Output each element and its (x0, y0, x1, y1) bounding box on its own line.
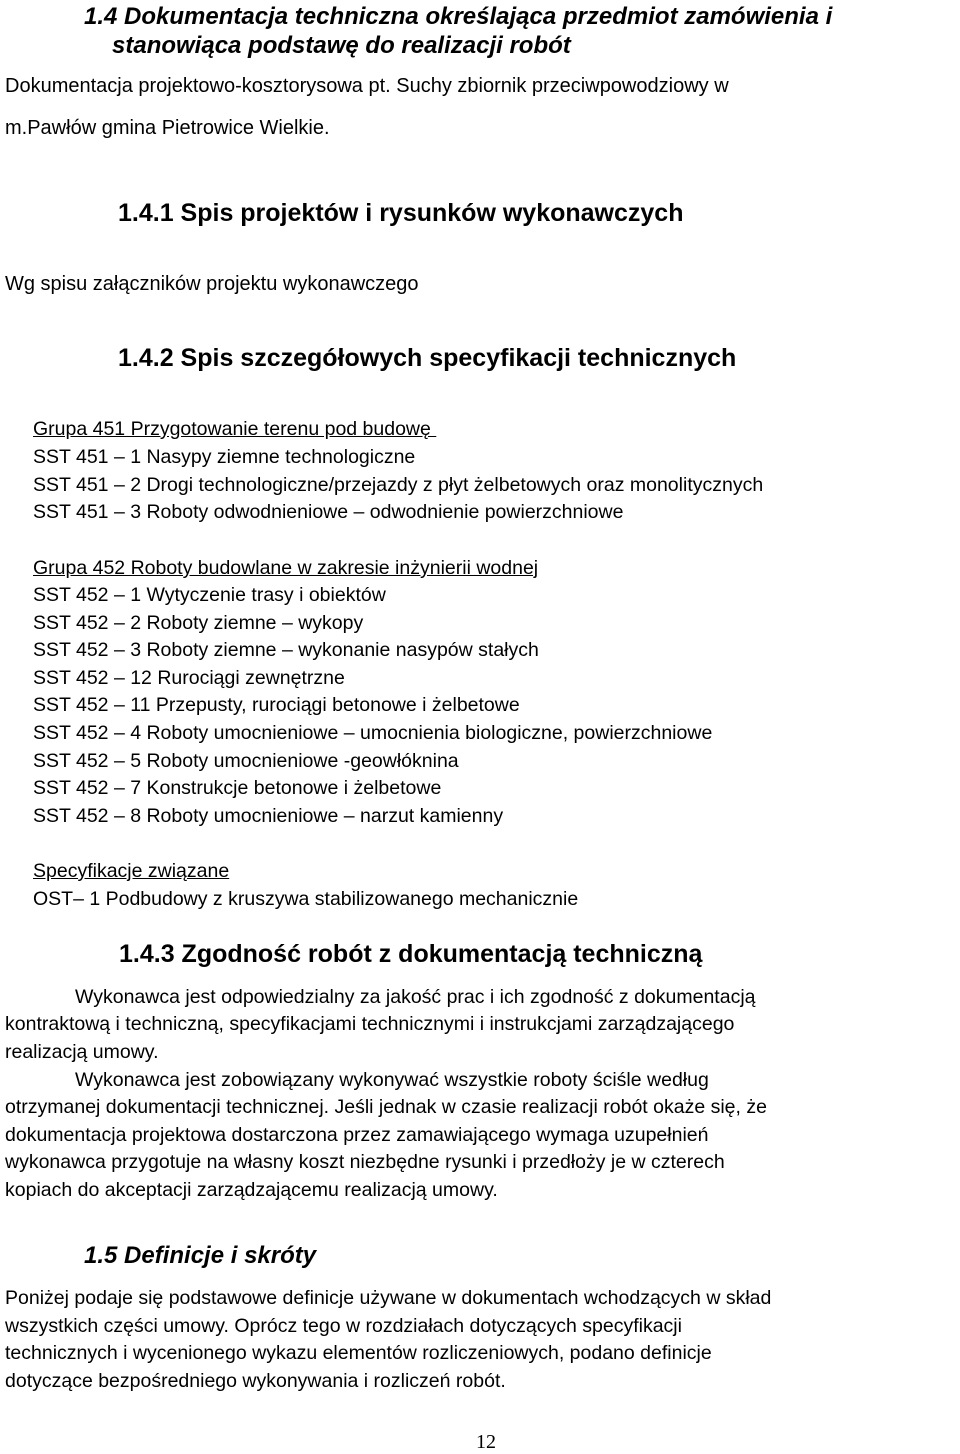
page-number: 12 (476, 1431, 496, 1453)
list-item: SST 451 – 3 Roboty odwodnieniowe – odwodnienie powierzchniowe (33, 501, 624, 523)
paragraph-line: Wykonawca jest zobowiązany wykonywać wszystkie roboty ściśle według (75, 1069, 709, 1091)
list-item: SST 452 – 11 Przepusty, rurociągi betonowe i żelbetowe (33, 694, 520, 716)
group-452-heading: Grupa 452 Roboty budowlane w zakresie inżynierii wodnej (33, 557, 539, 579)
list-item: SST 452 – 4 Roboty umocnieniowe – umocnienia biologiczne, powierzchniowe (33, 722, 713, 744)
paragraph-line: realizacją umowy. (5, 1041, 159, 1063)
paragraph-line: wykonawca przygotuje na własny koszt niezbędne rysunki i przedłoży je w czterech (5, 1151, 725, 1173)
section-1-4-text-line2: m.Pawłów gmina Pietrowice Wielkie. (5, 117, 330, 139)
list-item: SST 451 – 2 Drogi technologiczne/przejazdy z płyt żelbetowych oraz monolitycznych (33, 474, 764, 496)
section-1-4-1-text: Wg spisu załączników projektu wykonawczego (5, 273, 419, 295)
paragraph-line: Wykonawca jest odpowiedzialny za jakość prac i ich zgodność z dokumentacją (75, 986, 756, 1008)
list-item: SST 452 – 2 Roboty ziemne – wykopy (33, 612, 364, 634)
paragraph-line: wszystkich części umowy. Oprócz tego w rozdziałach dotyczących specyfikacji (5, 1315, 682, 1337)
list-item: OST– 1 Podbudowy z kruszywa stabilizowanego mechanicznie (33, 888, 579, 910)
list-item: SST 452 – 8 Roboty umocnieniowe – narzut kamienny (33, 805, 504, 827)
group-451-heading: Grupa 451 Przygotowanie terenu pod budowę (33, 418, 437, 440)
related-specs-heading: Specyfikacje związane (33, 860, 230, 882)
paragraph-line: dokumentacja projektowa dostarczona przez zamawiającego wymaga uzupełnień (5, 1124, 709, 1146)
section-1-4-title-line1: 1.4 Dokumentacja techniczna określająca przedmiot zamówienia i (84, 3, 833, 30)
paragraph-line: dotyczące bezpośredniego wykonywania i rozliczeń robót. (5, 1370, 506, 1392)
section-1-4-text-line1: Dokumentacja projektowo-kosztorysowa pt. Suchy zbiornik przeciwpowodziowy w (5, 75, 729, 97)
section-1-4-1-title: 1.4.1 Spis projektów i rysunków wykonawczych (118, 199, 684, 227)
paragraph-line: technicznych i wycenionego wykazu elementów rozliczeniowych, podano definicje (5, 1342, 712, 1364)
list-item: SST 452 – 1 Wytyczenie trasy i obiektów (33, 584, 386, 606)
paragraph-line: Poniżej podaje się podstawowe definicje używane w dokumentach wchodzących w skład (5, 1287, 772, 1309)
list-item: SST 452 – 3 Roboty ziemne – wykonanie nasypów stałych (33, 639, 539, 661)
list-item: SST 452 – 7 Konstrukcje betonowe i żelbetowe (33, 777, 442, 799)
section-1-5-title: 1.5 Definicje i skróty (84, 1242, 317, 1269)
list-item: SST 452 – 12 Rurociągi zewnętrzne (33, 667, 345, 689)
paragraph-line: otrzymanej dokumentacji technicznej. Jeśli jednak w czasie realizacji robót okaże się, że (5, 1096, 767, 1118)
section-1-4-2-title: 1.4.2 Spis szczegółowych specyfikacji technicznych (118, 344, 737, 372)
section-1-4-title-line2: stanowiąca podstawę do realizacji robót (112, 32, 571, 59)
list-item: SST 452 – 5 Roboty umocnieniowe -geowłóknina (33, 750, 459, 772)
section-1-4-3-title: 1.4.3 Zgodność robót z dokumentacją techniczną (119, 940, 703, 968)
paragraph-line: kopiach do akceptacji zarządzającemu realizacją umowy. (5, 1179, 498, 1201)
list-item: SST 451 – 1 Nasypy ziemne technologiczne (33, 446, 416, 468)
paragraph-line: kontraktową i techniczną, specyfikacjami technicznymi i instrukcjami zarządzającego (5, 1013, 735, 1035)
